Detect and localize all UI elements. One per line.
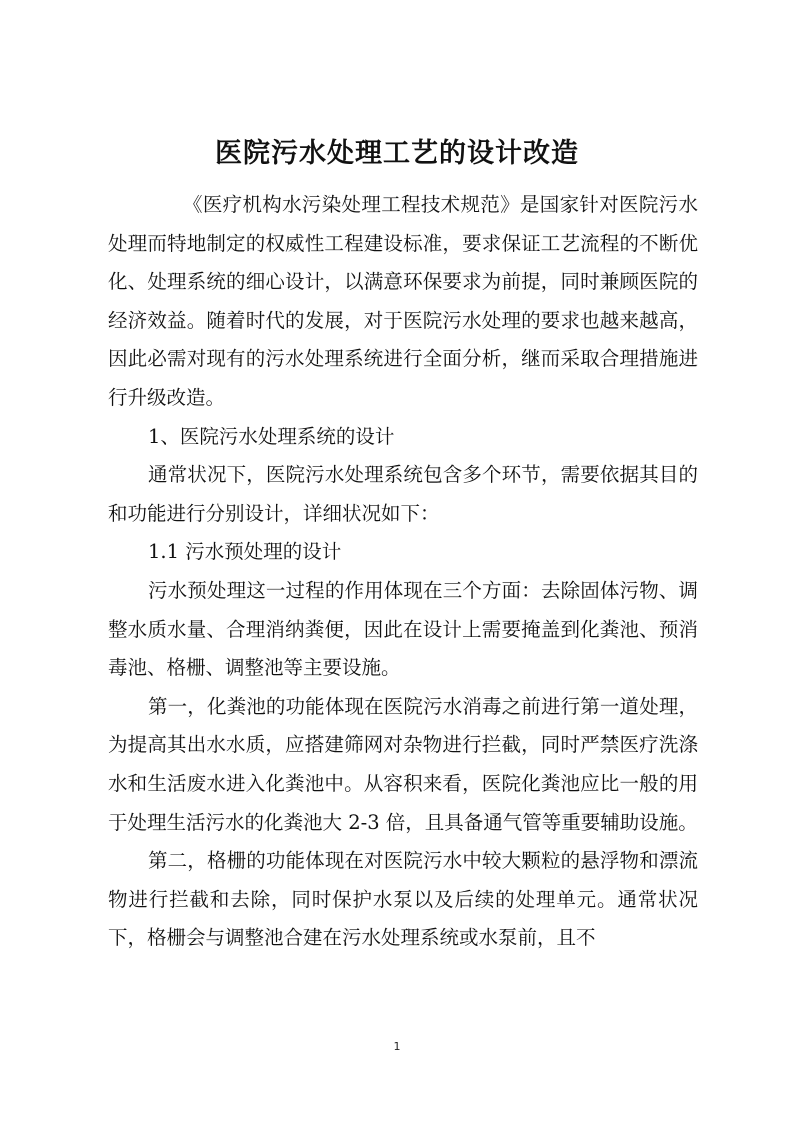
document-body [108, 186, 698, 958]
section-1-paragraph: 通常状况下，医院污水处理系统包含多个环节，需要依据其目的和功能进行分别设计，详细状况如下： [108, 463, 698, 525]
document-title: 医院污水处理工艺的设计改造 [215, 138, 579, 169]
grille-paragraph: 第二，格栅的功能体现在对医院污水中较大颗粒的悬浮物和漂流物进行拦截和去除，同时保护水泵以及后续的处理单元。通常状况下，格栅会与调整池合建在污水处理系统或水泵前，且不 [108, 849, 698, 950]
intro-paragraph: 《医疗机构水污染处理工程技术规范》是国家针对医院污水处理而特地制定的权威性工程建设标准，要求保证工艺流程的不断优化、处理系统的细心设计，以满意环保要求为前提，同时兼顾医院的经济效益。随着时代的发展，对于医院污水处理的要求也越来越高，因此必需对现有的污水处理系统进行全面分析，继而采取合理措施进行升级改造。 [108, 193, 698, 409]
pretreatment-paragraph: 污水预处理这一过程的作用体现在三个方面：去除固体污物、调整水质水量、合理消纳粪便，因此在设计上需要掩盖到化粪池、预消毒池、格栅、调整池等主要设施。 [108, 578, 698, 680]
section-heading-1: 1、医院污水处理系统的设计 [148, 424, 395, 448]
subsection-heading-1-1: 1.1 污水预处理的设计 [148, 540, 342, 564]
septic-tank-paragraph: 第一，化粪池的功能体现在医院污水消毒之前进行第一道处理，为提高其出水水质，应搭建筛网对杂物进行拦截，同时严禁医疗洗涤水和生活废水进入化粪池中。从容积来看，医院化粪池应比一般的用于处理生活污水的化粪池大 2-3 倍，且具备通气管等重要辅助设施。 [108, 694, 698, 834]
page-number: 1 [393, 1040, 401, 1053]
